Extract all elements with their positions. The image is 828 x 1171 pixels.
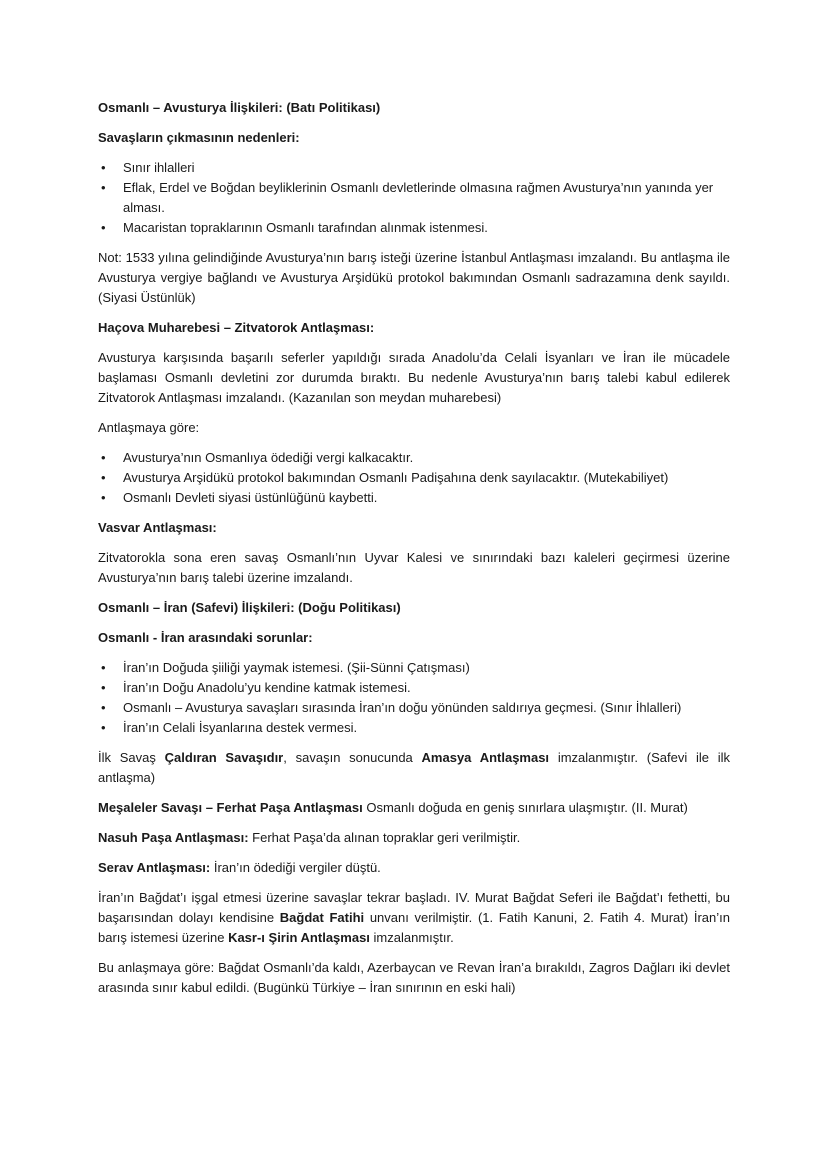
text-run: İran’ın ödediği vergiler düştü. — [210, 860, 381, 875]
bold-term: Çaldıran Savaşıdır — [164, 750, 284, 765]
hacova-paragraph: Avusturya karşısında başarılı seferler yapıldığı sırada Anadolu’da Celali İsyanları ve İran ile mücadele başlaması Osmanlı devletini zor durumda bıraktı. Bu nedenle Avusturya’nın barış talebi kabul edilerek Zitvatorok Antlaşması imzalandı. (Kazanılan son meydan muharebesi) — [98, 350, 730, 405]
mesaleler-paragraph — [98, 798, 730, 818]
problems-heading: Osmanlı - İran arasındaki sorunlar: — [98, 630, 313, 645]
kasr-i-sirin-terms-paragraph: Bu anlaşmaya göre: Bağdat Osmanlı’da kaldı, Azerbaycan ve Revan İran’a bırakıldı, Zagros Dağları iki devlet arasında sınır kabul edildi. (Bugünkü Türkiye – İran sınırının en eski hali) — [98, 960, 730, 995]
list-item: • Sınır ihlalleri — [98, 158, 730, 178]
list-item: • Osmanlı Devleti siyasi üstünlüğünü kaybetti. — [98, 488, 730, 508]
vasvar-paragraph: Zitvatorokla sona eren savaş Osmanlı’nın Uyvar Kalesi ve sınırındaki bazı kaleleri geçirmesi üzerine Avusturya’nın barış talebi üzerine imzalandı. — [98, 550, 730, 585]
list-item: • Osmanlı – Avusturya savaşları sırasında İran’ın doğu yönünden saldırıya geçmesi. (Sınır İhlalleri) — [98, 698, 730, 718]
bold-term: Serav Antlaşması: — [98, 860, 211, 875]
bold-term: Nasuh Paşa Antlaşması: — [98, 830, 249, 845]
text-run: Osmanlı doğuda en geniş sınırlara ulaşmıştır. (II. Murat) — [362, 800, 688, 815]
text-run: Ferhat Paşa’da alınan topraklar geri verilmiştir. — [248, 830, 521, 845]
serav-paragraph — [98, 858, 730, 878]
section-title-east: Osmanlı – İran (Safevi) İlişkileri: (Doğu Politikası) — [98, 600, 401, 615]
causes-heading: Savaşların çıkmasının nedenleri: — [98, 130, 300, 145]
bold-term: Meşaleler Savaşı – Ferhat Paşa Antlaşması — [98, 800, 363, 815]
baghdad-paragraph — [98, 888, 730, 948]
bold-term: Bağdat Fatihi — [279, 910, 365, 925]
text-run: İlk Savaş — [98, 750, 165, 765]
list-item: • Avusturya’nın Osmanlıya ödediği vergi kalkacaktır. — [98, 448, 730, 468]
bold-term: Kasr-ı Şirin Antlaşması — [228, 930, 370, 945]
list-item: • Avusturya Arşidükü protokol bakımından Osmanlı Padişahına denk sayılacaktır. (Mutekabiliyet) — [98, 468, 730, 488]
treaty-terms-list — [98, 448, 730, 508]
hacova-heading: Haçova Muharebesi – Zitvatorok Antlaşması: — [98, 320, 375, 335]
text-run: imzalanmıştır. — [369, 930, 454, 945]
problems-list — [98, 658, 730, 738]
note-paragraph: Not: 1533 yılına gelindiğinde Avusturya’nın barış isteği üzerine İstanbul Antlaşması imzalandı. Bu antlaşma ile Avusturya vergiye bağlandı ve Avusturya Arşidükü protokol bakımından Osmanlı sadrazamına denk sayıldı. (Siyasi Üstünlük) — [98, 250, 730, 305]
text-run: imzalanmıştır. (Safevi ile ilk antlaşma) — [98, 750, 731, 785]
bold-term: Amasya Antlaşması — [421, 750, 550, 765]
causes-list — [98, 158, 730, 238]
nasuh-pasa-paragraph — [98, 828, 730, 848]
text-run: , savaşın sonucunda — [283, 750, 422, 765]
treaty-intro: Antlaşmaya göre: — [98, 420, 200, 435]
list-item: • İran’ın Doğu Anadolu’yu kendine katmak istemesi. — [98, 678, 730, 698]
text-run: İran’ın Bağdat’ı işgal etmesi üzerine savaşlar tekrar başladı. IV. Murat Bağdat Seferi ile Bağdat’ı fethetti, bu başarısından dolayı kendisine — [98, 890, 730, 925]
document-page — [98, 98, 730, 1008]
chaldiran-paragraph — [98, 748, 730, 788]
list-item: • İran’ın Doğuda şiiliği yaymak istemesi. (Şii-Sünni Çatışması) — [98, 658, 730, 678]
list-item: • İran’ın Celali İsyanlarına destek vermesi. — [98, 718, 730, 738]
list-item: • Eflak, Erdel ve Boğdan beyliklerinin Osmanlı devletlerinde olmasına rağmen Avusturya’nın yanında yer alması. — [98, 178, 730, 218]
text-run: unvanı verilmiştir. (1. Fatih Kanuni, 2. Fatih 4. Murat) İran’ın barış istemesi üzerine — [98, 910, 730, 945]
section-title-west: Osmanlı – Avusturya İlişkileri: (Batı Politikası) — [98, 100, 381, 115]
list-item: • Macaristan topraklarının Osmanlı tarafından alınmak istenmesi. — [98, 218, 730, 238]
vasvar-heading: Vasvar Antlaşması: — [98, 520, 217, 535]
